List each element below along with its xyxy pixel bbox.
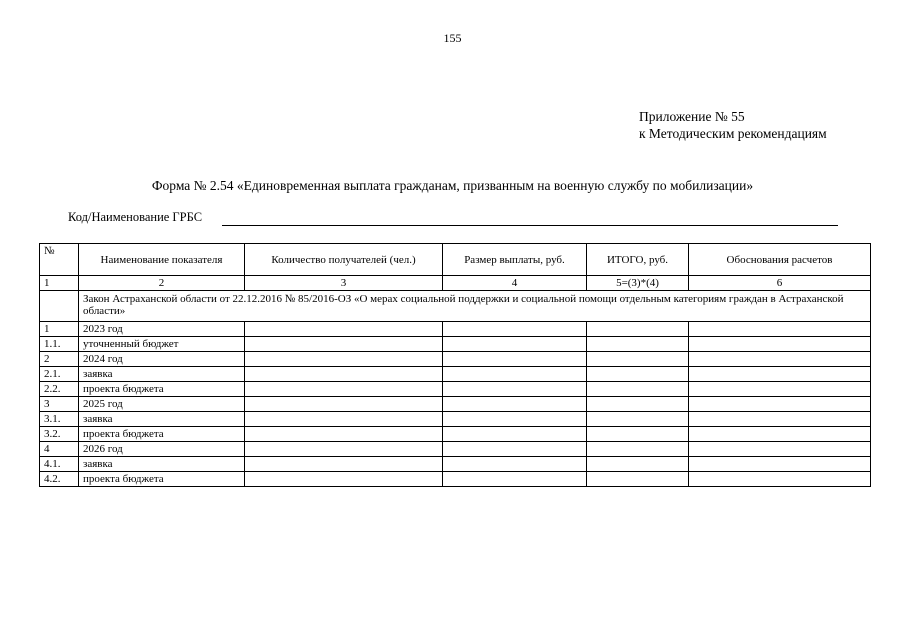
row-name-cell: уточненный бюджет <box>79 337 245 352</box>
row-total-cell <box>587 352 689 367</box>
row-number-cell: 4.2. <box>40 472 79 487</box>
row-recipients-cell <box>245 367 443 382</box>
column-index-cell: 4 <box>443 276 587 291</box>
row-payment-cell <box>443 322 587 337</box>
table-row <box>40 367 871 382</box>
header-cell-recipients: Количество получателей (чел.) <box>245 244 443 276</box>
table-row <box>40 412 871 427</box>
row-recipients-cell <box>245 472 443 487</box>
row-number-cell: 2 <box>40 352 79 367</box>
row-payment-cell <box>443 397 587 412</box>
row-name-cell: 2024 год <box>79 352 245 367</box>
table-row <box>40 442 871 457</box>
row-recipients-cell <box>245 352 443 367</box>
row-name-cell: 2023 год <box>79 322 245 337</box>
row-total-cell <box>587 472 689 487</box>
row-number-cell: 4 <box>40 442 79 457</box>
form-title: Форма № 2.54 «Единовременная выплата гражданам, призванным на военную службу по мобилизации» <box>151 178 754 193</box>
column-index-cell: 1 <box>40 276 79 291</box>
table-body <box>40 244 871 487</box>
row-justification-cell <box>689 442 871 457</box>
row-justification-cell <box>689 472 871 487</box>
row-justification-cell <box>689 337 871 352</box>
row-payment-cell <box>443 442 587 457</box>
row-number-cell: 1 <box>40 322 79 337</box>
row-justification-cell <box>689 382 871 397</box>
row-total-cell <box>587 322 689 337</box>
row-total-cell <box>587 397 689 412</box>
row-total-cell <box>587 427 689 442</box>
row-number-cell: 3.1. <box>40 412 79 427</box>
row-total-cell <box>587 457 689 472</box>
column-index-cell: 3 <box>245 276 443 291</box>
row-name-cell: проекта бюджета <box>79 472 245 487</box>
table-row <box>40 337 871 352</box>
row-payment-cell <box>443 382 587 397</box>
column-index-cell: 6 <box>689 276 871 291</box>
table-row <box>40 457 871 472</box>
row-total-cell <box>587 382 689 397</box>
row-recipients-cell <box>245 442 443 457</box>
grbs-fill-line <box>222 225 838 226</box>
row-number-cell: 1.1. <box>40 337 79 352</box>
table-row <box>40 322 871 337</box>
appendix-line-2: к Методическим рекомендациям <box>639 126 827 141</box>
law-cell <box>79 291 871 322</box>
row-name-cell: проекта бюджета <box>79 382 245 397</box>
table-row <box>40 352 871 367</box>
row-payment-cell <box>443 367 587 382</box>
row-number-cell: 2.2. <box>40 382 79 397</box>
row-payment-cell <box>443 412 587 427</box>
row-name-cell: заявка <box>79 367 245 382</box>
row-recipients-cell <box>245 322 443 337</box>
row-recipients-cell <box>245 457 443 472</box>
law-text: Закон Астраханской области от 22.12.2016 № 85/2016-ОЗ «О мерах социальной поддержки и социальной помощи отдельным категориям граждан в Астраханской области» <box>83 293 844 317</box>
table-row <box>40 397 871 412</box>
header-row <box>40 244 871 276</box>
header-cell-total: ИТОГО, руб. <box>587 244 689 276</box>
header-cell-number: № <box>40 244 79 276</box>
row-recipients-cell <box>245 397 443 412</box>
row-total-cell <box>587 367 689 382</box>
column-index-cell: 2 <box>79 276 245 291</box>
row-justification-cell <box>689 457 871 472</box>
row-justification-cell <box>689 352 871 367</box>
table-row <box>40 382 871 397</box>
row-number-cell: 3.2. <box>40 427 79 442</box>
appendix-note <box>639 108 827 142</box>
header-cell-indicator: Наименование показателя <box>79 244 245 276</box>
appendix-line-1: Приложение № 55 <box>639 109 745 124</box>
row-recipients-cell <box>245 427 443 442</box>
table-row <box>40 427 871 442</box>
page-number: 155 <box>443 31 462 45</box>
row-payment-cell <box>443 457 587 472</box>
row-recipients-cell <box>245 412 443 427</box>
row-justification-cell <box>689 367 871 382</box>
grbs-label: Код/Наименование ГРБС <box>68 210 203 224</box>
report-table <box>39 243 871 487</box>
row-name-cell: заявка <box>79 457 245 472</box>
row-name-cell: заявка <box>79 412 245 427</box>
row-recipients-cell <box>245 382 443 397</box>
row-justification-cell <box>689 397 871 412</box>
row-payment-cell <box>443 337 587 352</box>
row-total-cell <box>587 337 689 352</box>
row-justification-cell <box>689 322 871 337</box>
row-justification-cell <box>689 412 871 427</box>
column-index-row <box>40 276 871 291</box>
row-payment-cell <box>443 352 587 367</box>
row-number-cell: 2.1. <box>40 367 79 382</box>
row-payment-cell <box>443 427 587 442</box>
row-justification-cell <box>689 427 871 442</box>
header-cell-justification: Обоснования расчетов <box>689 244 871 276</box>
row-total-cell <box>587 412 689 427</box>
column-index-cell: 5=(3)*(4) <box>587 276 689 291</box>
row-name-cell: 2026 год <box>79 442 245 457</box>
row-payment-cell <box>443 472 587 487</box>
row-recipients-cell <box>245 337 443 352</box>
table-row <box>40 472 871 487</box>
row-name-cell: проекта бюджета <box>79 427 245 442</box>
law-row-number-cell <box>40 291 79 322</box>
row-number-cell: 3 <box>40 397 79 412</box>
law-row <box>40 291 871 322</box>
row-name-cell: 2025 год <box>79 397 245 412</box>
header-cell-payment-size: Размер выплаты, руб. <box>443 244 587 276</box>
row-total-cell <box>587 442 689 457</box>
row-number-cell: 4.1. <box>40 457 79 472</box>
